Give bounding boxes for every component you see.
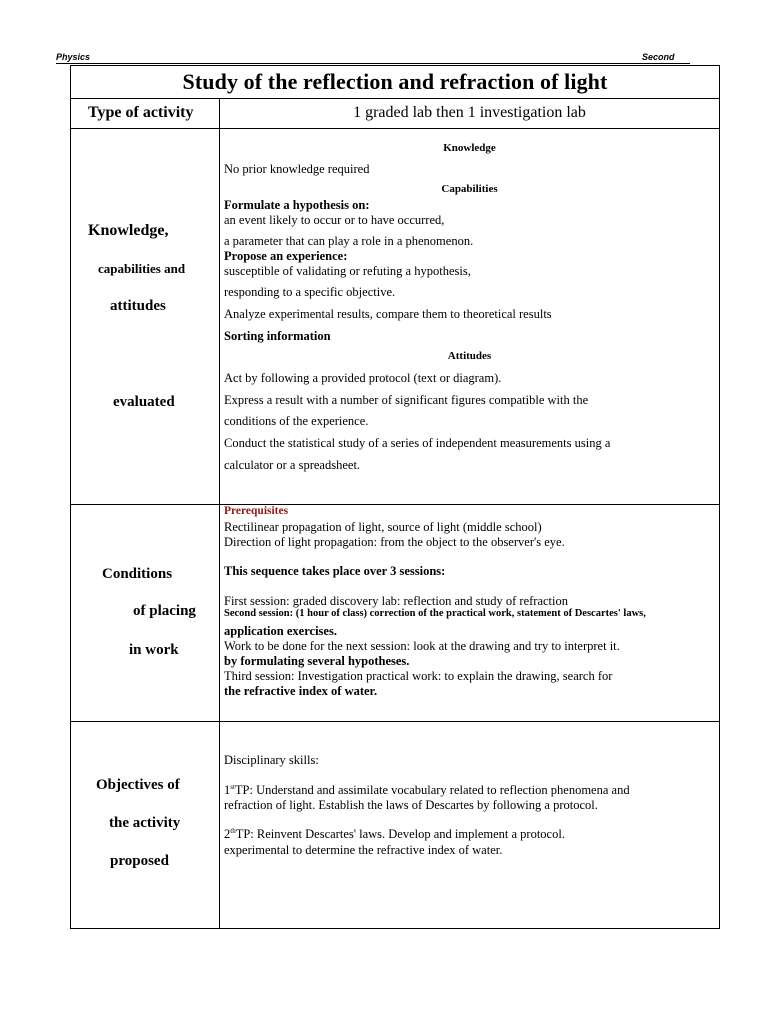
homework-text: Work to be done for the next session: look at the drawing and try to interpret it. — [224, 639, 620, 653]
activity-label-cell — [71, 98, 220, 128]
tp1-ordinal: st — [230, 783, 235, 791]
attitudes-heading: Attitudes — [447, 350, 492, 362]
kca-label-line: attitudes — [110, 298, 166, 314]
objectives-label-line: proposed — [110, 853, 169, 869]
propose-heading: Propose an experience: — [224, 249, 348, 263]
header-level: Second — [642, 52, 675, 62]
kca-label-cell — [71, 129, 220, 504]
formulate-item: a parameter that can play a role in a phenomenon. — [224, 234, 474, 248]
header-subject: Physics — [56, 52, 91, 62]
skills-heading: Disciplinary skills: — [224, 753, 319, 767]
formulate-item: an event likely to occur or to have occurred, — [224, 213, 445, 227]
kca-label-line: evaluated — [113, 394, 175, 410]
formulate-heading: Formulate a hypothesis on: — [224, 198, 370, 212]
prerequisite-line: Direction of light propagation: from the object to the observer's eye. — [224, 535, 565, 549]
session-2-continued: application exercises. — [224, 624, 337, 638]
propose-item: susceptible of validating or refuting a hypothesis, — [224, 264, 471, 278]
analyze-text: Analyze experimental results, compare them to theoretical results — [224, 307, 552, 321]
tp1-line-continued: refraction of light. Establish the laws of Descartes by following a protocol. — [224, 798, 598, 812]
conditions-label-line: in work — [129, 642, 179, 658]
tp1-number: 1 — [224, 783, 231, 798]
knowledge-text: No prior knowledge required — [224, 162, 370, 176]
row-activity-type — [70, 98, 720, 129]
header-rule — [56, 63, 690, 64]
propose-item: responding to a specific objective. — [224, 285, 396, 299]
attitude-line: Conduct the statistical study of a series of independent measurements using a — [224, 436, 611, 450]
homework-continued: by formulating several hypotheses. — [224, 654, 410, 668]
attitude-line: conditions of the experience. — [224, 414, 369, 428]
prerequisite-line: Rectilinear propagation of light, source of light (middle school) — [224, 520, 542, 534]
attitude-line: Act by following a provided protocol (text or diagram). — [224, 371, 502, 385]
tp2-text: TP: Reinvent Descartes' laws. Develop and implement a protocol. — [235, 827, 565, 842]
capabilities-heading: Capabilities — [441, 183, 498, 195]
tp2-ordinal: th — [230, 827, 236, 835]
objectives-label-line: the activity — [109, 815, 181, 831]
session-1: First session: graded discovery lab: reflection and study of refraction — [224, 594, 569, 608]
attitude-line: Express a result with a number of significant figures compatible with the — [224, 393, 589, 407]
sequence-text: This sequence takes place over 3 sessions: — [224, 564, 446, 578]
conditions-label-cell — [71, 505, 220, 721]
session-3: Third session: Investigation practical work: to explain the drawing, search for — [224, 669, 613, 683]
conditions-label-line: Conditions — [102, 566, 173, 582]
objectives-label-line: Objectives of — [96, 777, 180, 793]
kca-content-cell — [220, 129, 719, 504]
title-box — [70, 65, 720, 99]
tp2-number: 2 — [224, 827, 231, 842]
activity-value-cell — [220, 98, 719, 128]
kca-label-line: capabilities and — [98, 261, 186, 276]
row-knowledge-capabilities — [70, 129, 720, 505]
page-title: Study of the reflection and refraction of light — [182, 69, 608, 94]
session-2: Second session: (1 hour of class) correction of the practical work, statement of Descartes' laws, — [224, 608, 646, 619]
tp2-line-continued: experimental to determine the refractive index of water. — [224, 843, 503, 857]
session-3-continued: the refractive index of water. — [224, 684, 378, 698]
activity-value: 1 graded lab then 1 investigation lab — [353, 104, 586, 121]
objectives-label-cell — [71, 722, 220, 928]
row-objectives — [70, 722, 720, 929]
tp1-text: TP: Understand and assimilate vocabulary related to reflection phenomena and — [234, 783, 630, 798]
kca-label-line: Knowledge, — [88, 222, 169, 239]
tp1-line — [224, 783, 630, 798]
conditions-content-cell — [220, 505, 719, 721]
objectives-content-cell — [220, 722, 719, 928]
knowledge-heading: Knowledge — [443, 142, 496, 154]
prerequisites-heading: Prerequisites — [224, 505, 289, 517]
tp2-line — [224, 827, 565, 842]
attitude-line: calculator or a spreadsheet. — [224, 458, 361, 472]
sorting-text: Sorting information — [224, 329, 331, 343]
activity-label: Type of activity — [88, 104, 194, 121]
row-conditions — [70, 505, 720, 722]
conditions-label-line: of placing — [133, 603, 196, 619]
